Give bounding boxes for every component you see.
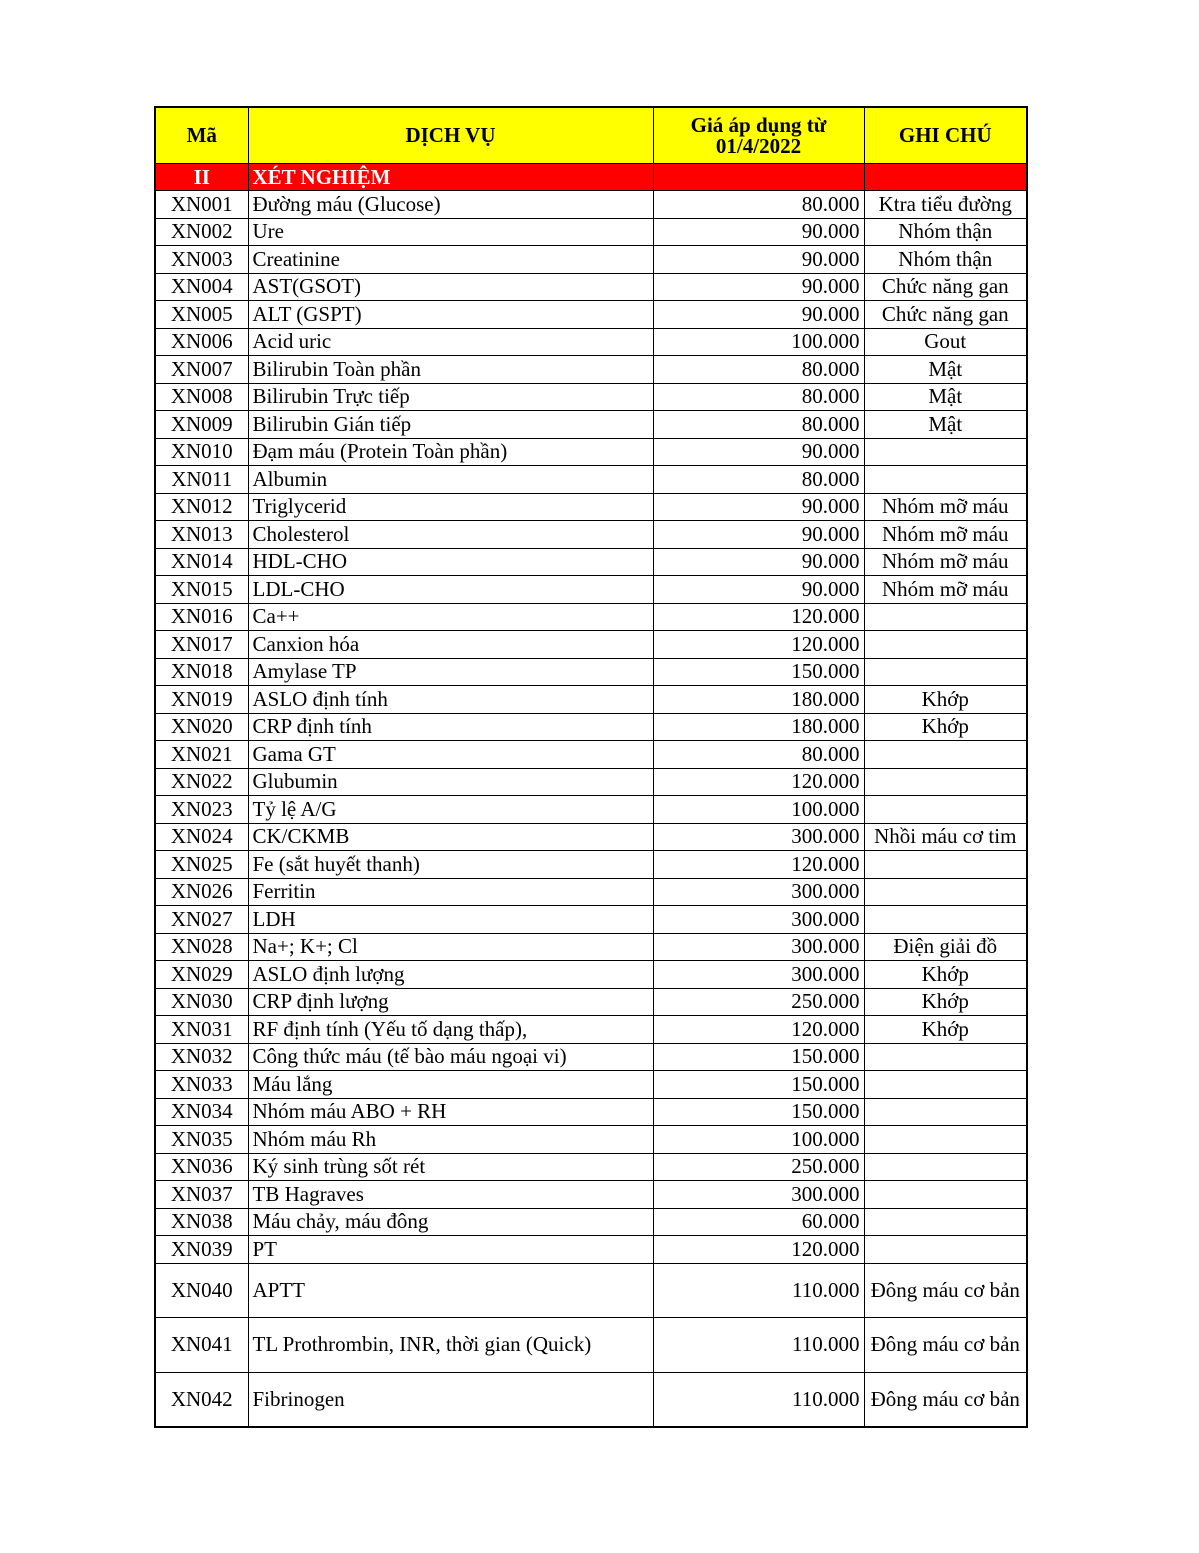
table-row bbox=[155, 438, 1027, 466]
row-service: PT bbox=[248, 1236, 653, 1264]
table-row bbox=[155, 383, 1027, 411]
row-code: XN029 bbox=[155, 961, 248, 989]
row-note bbox=[864, 1181, 1027, 1209]
table-row bbox=[155, 933, 1027, 961]
row-note: Khớp bbox=[864, 1016, 1027, 1044]
row-note: Nhóm thận bbox=[864, 218, 1027, 246]
table-row bbox=[155, 411, 1027, 439]
row-price: 120.000 bbox=[653, 1016, 864, 1044]
row-code: XN034 bbox=[155, 1098, 248, 1126]
table-row bbox=[155, 273, 1027, 301]
row-code: XN024 bbox=[155, 823, 248, 851]
row-price: 110.000 bbox=[653, 1263, 864, 1318]
table-row bbox=[155, 246, 1027, 274]
row-code: XN011 bbox=[155, 466, 248, 494]
table-row bbox=[155, 191, 1027, 219]
row-note bbox=[864, 878, 1027, 906]
row-service: Fibrinogen bbox=[248, 1372, 653, 1427]
row-code: XN001 bbox=[155, 191, 248, 219]
row-price: 80.000 bbox=[653, 356, 864, 384]
row-service: ALT (GSPT) bbox=[248, 301, 653, 329]
section-code: II bbox=[155, 164, 248, 191]
row-service: TB Hagraves bbox=[248, 1181, 653, 1209]
row-note bbox=[864, 1071, 1027, 1099]
row-service: Máu lắng bbox=[248, 1071, 653, 1099]
row-price: 90.000 bbox=[653, 576, 864, 604]
row-code: XN035 bbox=[155, 1126, 248, 1154]
table-row bbox=[155, 1153, 1027, 1181]
row-note: Đông máu cơ bản bbox=[864, 1263, 1027, 1318]
row-code: XN027 bbox=[155, 906, 248, 934]
row-price: 250.000 bbox=[653, 1153, 864, 1181]
table-row bbox=[155, 218, 1027, 246]
table-row bbox=[155, 1318, 1027, 1373]
row-service: Fe (sắt huyết thanh) bbox=[248, 851, 653, 879]
row-service: TL Prothrombin, INR, thời gian (Quick) bbox=[248, 1318, 653, 1373]
row-note: Nhồi máu cơ tim bbox=[864, 823, 1027, 851]
row-service: Glubumin bbox=[248, 768, 653, 796]
row-service: Creatinine bbox=[248, 246, 653, 274]
row-service: Canxion hóa bbox=[248, 631, 653, 659]
row-code: XN003 bbox=[155, 246, 248, 274]
row-note: Khớp bbox=[864, 713, 1027, 741]
row-price: 300.000 bbox=[653, 823, 864, 851]
table-row bbox=[155, 301, 1027, 329]
table-body bbox=[155, 164, 1027, 1428]
row-service: Bilirubin Trực tiếp bbox=[248, 383, 653, 411]
row-note bbox=[864, 796, 1027, 824]
table-row bbox=[155, 686, 1027, 714]
table-row bbox=[155, 1126, 1027, 1154]
table-row bbox=[155, 851, 1027, 879]
row-service: Cholesterol bbox=[248, 521, 653, 549]
row-price: 90.000 bbox=[653, 301, 864, 329]
row-price: 120.000 bbox=[653, 851, 864, 879]
row-service: Acid uric bbox=[248, 328, 653, 356]
row-service: ASLO định tính bbox=[248, 686, 653, 714]
row-price: 110.000 bbox=[653, 1318, 864, 1373]
row-code: XN019 bbox=[155, 686, 248, 714]
header-service: DỊCH VỤ bbox=[248, 107, 653, 164]
row-note bbox=[864, 1098, 1027, 1126]
table-row bbox=[155, 1181, 1027, 1209]
table-row bbox=[155, 906, 1027, 934]
row-service: RF định tính (Yếu tố dạng thấp), bbox=[248, 1016, 653, 1044]
row-price: 150.000 bbox=[653, 1098, 864, 1126]
row-note bbox=[864, 741, 1027, 769]
row-service: Triglycerid bbox=[248, 493, 653, 521]
row-note bbox=[864, 1208, 1027, 1236]
row-note: Đông máu cơ bản bbox=[864, 1372, 1027, 1427]
row-service: Ký sinh trùng sốt rét bbox=[248, 1153, 653, 1181]
row-note: Nhóm mỡ máu bbox=[864, 521, 1027, 549]
section-empty-note bbox=[864, 164, 1027, 191]
row-price: 110.000 bbox=[653, 1372, 864, 1427]
row-service: Công thức máu (tế bào máu ngoại vi) bbox=[248, 1043, 653, 1071]
header-note: GHI CHÚ bbox=[864, 107, 1027, 164]
table-row bbox=[155, 603, 1027, 631]
row-note bbox=[864, 1153, 1027, 1181]
table-row bbox=[155, 1071, 1027, 1099]
row-code: XN025 bbox=[155, 851, 248, 879]
row-service: Nhóm máu ABO + RH bbox=[248, 1098, 653, 1126]
row-price: 90.000 bbox=[653, 246, 864, 274]
row-service: Tỷ lệ A/G bbox=[248, 796, 653, 824]
row-service: Bilirubin Toàn phần bbox=[248, 356, 653, 384]
row-price: 100.000 bbox=[653, 328, 864, 356]
row-price: 80.000 bbox=[653, 466, 864, 494]
row-price: 80.000 bbox=[653, 411, 864, 439]
row-note bbox=[864, 466, 1027, 494]
table-row bbox=[155, 576, 1027, 604]
row-code: XN012 bbox=[155, 493, 248, 521]
row-code: XN038 bbox=[155, 1208, 248, 1236]
row-service: AST(GSOT) bbox=[248, 273, 653, 301]
row-note: Khớp bbox=[864, 961, 1027, 989]
row-code: XN033 bbox=[155, 1071, 248, 1099]
row-note: Chức năng gan bbox=[864, 301, 1027, 329]
row-price: 120.000 bbox=[653, 1236, 864, 1264]
header-price bbox=[653, 107, 864, 164]
row-price: 150.000 bbox=[653, 1071, 864, 1099]
table-row bbox=[155, 548, 1027, 576]
price-table bbox=[154, 106, 1028, 1428]
row-note: Nhóm mỡ máu bbox=[864, 576, 1027, 604]
row-note: Nhóm thận bbox=[864, 246, 1027, 274]
row-service: CRP định lượng bbox=[248, 988, 653, 1016]
row-service: Gama GT bbox=[248, 741, 653, 769]
row-service: Albumin bbox=[248, 466, 653, 494]
row-price: 180.000 bbox=[653, 686, 864, 714]
row-service: Na+; K+; Cl bbox=[248, 933, 653, 961]
row-service: LDL-CHO bbox=[248, 576, 653, 604]
row-service: APTT bbox=[248, 1263, 653, 1318]
table-row bbox=[155, 713, 1027, 741]
row-code: XN022 bbox=[155, 768, 248, 796]
section-row bbox=[155, 164, 1027, 191]
row-code: XN030 bbox=[155, 988, 248, 1016]
row-code: XN015 bbox=[155, 576, 248, 604]
row-price: 300.000 bbox=[653, 878, 864, 906]
row-code: XN014 bbox=[155, 548, 248, 576]
row-code: XN041 bbox=[155, 1318, 248, 1373]
table-row bbox=[155, 988, 1027, 1016]
row-note bbox=[864, 851, 1027, 879]
row-price: 90.000 bbox=[653, 438, 864, 466]
table-row bbox=[155, 356, 1027, 384]
row-note: Điện giải đồ bbox=[864, 933, 1027, 961]
table-header bbox=[155, 107, 1027, 164]
row-note bbox=[864, 768, 1027, 796]
section-title: XÉT NGHIỆM bbox=[248, 164, 653, 191]
row-price: 180.000 bbox=[653, 713, 864, 741]
row-price: 90.000 bbox=[653, 548, 864, 576]
table-row bbox=[155, 1098, 1027, 1126]
row-note bbox=[864, 631, 1027, 659]
row-service: Bilirubin Gián tiếp bbox=[248, 411, 653, 439]
row-note bbox=[864, 1126, 1027, 1154]
row-code: XN031 bbox=[155, 1016, 248, 1044]
table-row bbox=[155, 1016, 1027, 1044]
row-price: 60.000 bbox=[653, 1208, 864, 1236]
row-note: Ktra tiểu đường bbox=[864, 191, 1027, 219]
row-price: 150.000 bbox=[653, 658, 864, 686]
row-price: 100.000 bbox=[653, 1126, 864, 1154]
row-code: XN020 bbox=[155, 713, 248, 741]
row-code: XN037 bbox=[155, 1181, 248, 1209]
table-row bbox=[155, 1236, 1027, 1264]
row-code: XN007 bbox=[155, 356, 248, 384]
row-service: Amylase TP bbox=[248, 658, 653, 686]
row-code: XN013 bbox=[155, 521, 248, 549]
table-row bbox=[155, 493, 1027, 521]
row-price: 120.000 bbox=[653, 768, 864, 796]
row-note: Đông máu cơ bản bbox=[864, 1318, 1027, 1373]
row-price: 150.000 bbox=[653, 1043, 864, 1071]
row-price: 300.000 bbox=[653, 961, 864, 989]
row-price: 80.000 bbox=[653, 383, 864, 411]
row-service: Ferritin bbox=[248, 878, 653, 906]
row-note: Mật bbox=[864, 356, 1027, 384]
row-code: XN009 bbox=[155, 411, 248, 439]
row-note bbox=[864, 603, 1027, 631]
row-note bbox=[864, 438, 1027, 466]
row-code: XN010 bbox=[155, 438, 248, 466]
row-note: Chức năng gan bbox=[864, 273, 1027, 301]
row-price: 250.000 bbox=[653, 988, 864, 1016]
row-price: 90.000 bbox=[653, 218, 864, 246]
row-code: XN032 bbox=[155, 1043, 248, 1071]
table-row bbox=[155, 328, 1027, 356]
row-code: XN008 bbox=[155, 383, 248, 411]
table-row bbox=[155, 631, 1027, 659]
row-code: XN021 bbox=[155, 741, 248, 769]
header-price-line1: Giá áp dụng từ bbox=[690, 112, 827, 137]
row-note: Mật bbox=[864, 411, 1027, 439]
row-code: XN004 bbox=[155, 273, 248, 301]
row-price: 120.000 bbox=[653, 631, 864, 659]
row-service: LDH bbox=[248, 906, 653, 934]
table-row bbox=[155, 658, 1027, 686]
table-row bbox=[155, 961, 1027, 989]
row-note: Gout bbox=[864, 328, 1027, 356]
header-price-line2: 01/4/2022 bbox=[715, 133, 802, 158]
table-row bbox=[155, 466, 1027, 494]
row-code: XN017 bbox=[155, 631, 248, 659]
row-code: XN040 bbox=[155, 1263, 248, 1318]
row-price: 90.000 bbox=[653, 521, 864, 549]
row-service: CK/CKMB bbox=[248, 823, 653, 851]
row-service: Đường máu (Glucose) bbox=[248, 191, 653, 219]
table-row bbox=[155, 1372, 1027, 1427]
row-code: XN005 bbox=[155, 301, 248, 329]
table-row bbox=[155, 823, 1027, 851]
header-code: Mã bbox=[155, 107, 248, 164]
row-price: 90.000 bbox=[653, 493, 864, 521]
row-service: CRP định tính bbox=[248, 713, 653, 741]
row-price: 90.000 bbox=[653, 273, 864, 301]
table-row bbox=[155, 1043, 1027, 1071]
row-code: XN006 bbox=[155, 328, 248, 356]
row-code: XN039 bbox=[155, 1236, 248, 1264]
row-price: 300.000 bbox=[653, 1181, 864, 1209]
row-code: XN023 bbox=[155, 796, 248, 824]
row-code: XN002 bbox=[155, 218, 248, 246]
row-service: Ure bbox=[248, 218, 653, 246]
row-note: Nhóm mỡ máu bbox=[864, 493, 1027, 521]
row-code: XN016 bbox=[155, 603, 248, 631]
table-row bbox=[155, 768, 1027, 796]
table-row bbox=[155, 1208, 1027, 1236]
row-price: 80.000 bbox=[653, 741, 864, 769]
table-row bbox=[155, 796, 1027, 824]
table-row bbox=[155, 521, 1027, 549]
table-row bbox=[155, 1263, 1027, 1318]
row-service: Ca++ bbox=[248, 603, 653, 631]
row-note bbox=[864, 1043, 1027, 1071]
table-row bbox=[155, 741, 1027, 769]
section-empty-price bbox=[653, 164, 864, 191]
row-code: XN028 bbox=[155, 933, 248, 961]
table-row bbox=[155, 878, 1027, 906]
row-note bbox=[864, 1236, 1027, 1264]
row-note: Nhóm mỡ máu bbox=[864, 548, 1027, 576]
row-note: Mật bbox=[864, 383, 1027, 411]
row-price: 300.000 bbox=[653, 906, 864, 934]
row-note: Khớp bbox=[864, 988, 1027, 1016]
row-note: Khớp bbox=[864, 686, 1027, 714]
row-price: 80.000 bbox=[653, 191, 864, 219]
row-service: ASLO định lượng bbox=[248, 961, 653, 989]
row-price: 120.000 bbox=[653, 603, 864, 631]
row-price: 300.000 bbox=[653, 933, 864, 961]
row-code: XN042 bbox=[155, 1372, 248, 1427]
row-code: XN026 bbox=[155, 878, 248, 906]
row-service: Đạm máu (Protein Toàn phần) bbox=[248, 438, 653, 466]
row-code: XN036 bbox=[155, 1153, 248, 1181]
row-note bbox=[864, 658, 1027, 686]
row-service: Máu chảy, máu đông bbox=[248, 1208, 653, 1236]
row-code: XN018 bbox=[155, 658, 248, 686]
row-note bbox=[864, 906, 1027, 934]
row-service: Nhóm máu Rh bbox=[248, 1126, 653, 1154]
row-service: HDL-CHO bbox=[248, 548, 653, 576]
row-price: 100.000 bbox=[653, 796, 864, 824]
